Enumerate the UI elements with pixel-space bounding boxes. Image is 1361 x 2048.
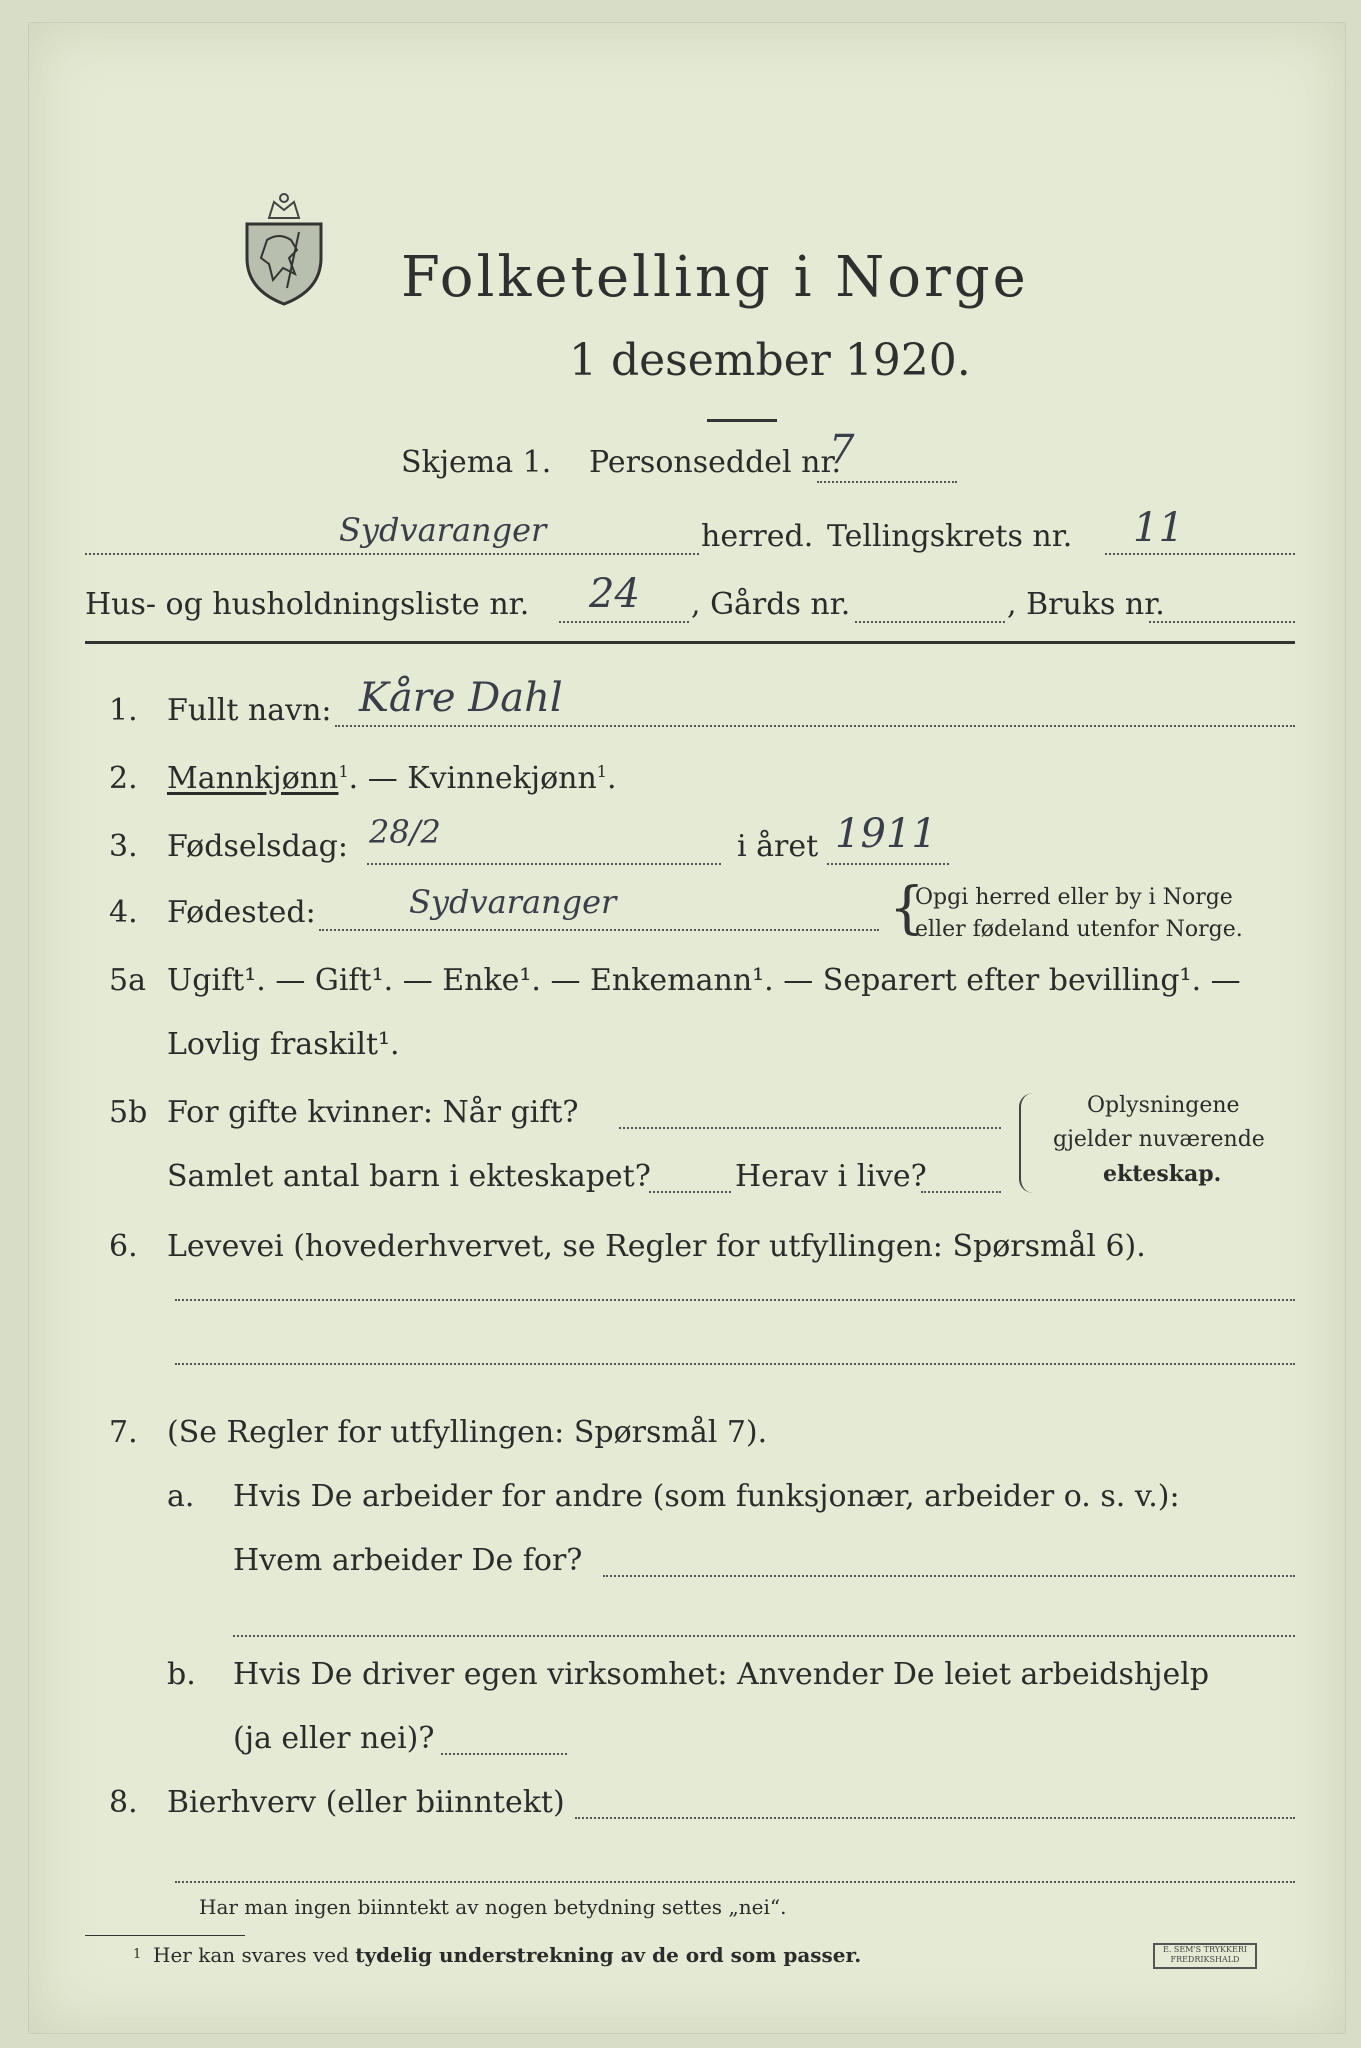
herred-label: herred.: [701, 519, 814, 554]
q6-line-2[interactable]: [175, 1363, 1295, 1365]
form-date: 1 desember 1920.: [569, 335, 971, 386]
q5b-married-line: [619, 1127, 1001, 1129]
q5b-alive-label: Herav i live?: [735, 1159, 927, 1194]
q8-note: Har man ingen biinntekt av nogen betydning settes „nei“.: [199, 1895, 787, 1919]
q2-number: 2.: [109, 761, 138, 796]
q4-value[interactable]: Sydvaranger: [409, 883, 617, 921]
header-rule: [85, 641, 1295, 644]
q1-line: [335, 725, 1295, 727]
personseddel-value[interactable]: 7: [829, 427, 855, 473]
q3-day-line: [367, 863, 721, 865]
q8-number: 8.: [109, 1785, 138, 1820]
tellingskrets-label: Tellingskrets nr.: [827, 519, 1073, 554]
form-title: Folketelling i Norge: [401, 245, 1029, 310]
q2-male-footnote-ref: 1: [338, 762, 349, 781]
q7-number: 7.: [109, 1415, 138, 1450]
census-form: [28, 22, 1346, 2034]
q7a-line-2[interactable]: [233, 1635, 1295, 1637]
q4-number: 4.: [109, 895, 138, 930]
q2-options: [167, 761, 617, 796]
footnote-text: [153, 1943, 861, 1967]
tellingskrets-line: [1105, 553, 1295, 555]
q5a-options[interactable]: Ugift¹. — Gift¹. — Enke¹. — Enkemann¹. — Separert efter bevilling¹. —: [167, 963, 1241, 998]
q8-line-1[interactable]: [575, 1817, 1295, 1819]
q1-number: 1.: [109, 693, 138, 728]
printer-stamp-line1: E. SEM'S TRYKKERI: [1162, 1945, 1248, 1954]
q8-line-2[interactable]: [175, 1881, 1295, 1883]
husliste-label: Hus- og husholdningsliste nr.: [85, 587, 530, 622]
q5b-note-line3: ekteskap.: [1103, 1161, 1222, 1187]
herred-value[interactable]: Sydvaranger: [339, 511, 547, 549]
q7-label: (Se Regler for utfyllingen: Spørsmål 7).: [167, 1415, 768, 1450]
q7a-employer-line[interactable]: [603, 1575, 1295, 1577]
q2-female-footnote-ref: 1: [596, 762, 607, 781]
q3-day-value[interactable]: 28/2: [369, 813, 441, 851]
husliste-line: [559, 621, 689, 623]
q8-label: Bierhverv (eller biinntekt): [167, 1785, 565, 1820]
q6-line-1[interactable]: [175, 1299, 1295, 1301]
q5b-alive-line: [921, 1191, 1001, 1193]
q5b-note-line2: gjelder nuværende: [1053, 1127, 1265, 1152]
q5b-note-line1: Oplysningene: [1087, 1093, 1240, 1118]
q7b-answer-label: (ja eller nei)?: [233, 1721, 435, 1756]
q1-label: Fullt navn:: [167, 693, 332, 728]
personseddel-label: Personseddel nr.: [589, 445, 842, 480]
q2-end: .: [606, 761, 617, 796]
q3-year-label: i året: [737, 829, 819, 864]
footnote-plain: Her kan svares ved: [153, 1943, 349, 1967]
q1-value[interactable]: Kåre Dahl: [359, 675, 563, 721]
q7a-label: Hvis De arbeider for andre (som funksjonær, arbeider o. s. v.):: [233, 1479, 1180, 1514]
bruks-label: , Bruks nr.: [1007, 587, 1165, 622]
q2-female-option[interactable]: Kvinnekjønn: [407, 761, 597, 796]
q7a-letter: a.: [167, 1479, 195, 1514]
printer-stamp-line2: FREDRIKSHALD: [1170, 1955, 1240, 1964]
q3-label: Fødselsdag:: [167, 829, 348, 864]
herred-line: [85, 553, 699, 555]
q4-note-line1: Opgi herred eller by i Norge: [915, 885, 1233, 910]
q5b-number: 5b: [109, 1095, 148, 1130]
q6-label: Levevei (hovederhvervet, se Regler for utfyllingen: Spørsmål 6).: [167, 1229, 1146, 1264]
q4-label: Fødested:: [167, 895, 316, 930]
gards-line: [855, 621, 1005, 623]
q7b-letter: b.: [167, 1657, 196, 1692]
tellingskrets-value[interactable]: 11: [1133, 505, 1184, 551]
q5a-number: 5a: [109, 963, 146, 998]
husliste-value[interactable]: 24: [589, 571, 640, 617]
q5b-children-line: [649, 1191, 731, 1193]
footnote-number: 1: [133, 1947, 142, 1962]
q7b-answer-line[interactable]: [441, 1753, 567, 1755]
q5b-children-label: Samlet antal barn i ekteskapet?: [167, 1159, 651, 1194]
q3-year-line: [827, 863, 949, 865]
title-divider: [707, 419, 777, 422]
coat-of-arms-icon: [239, 188, 329, 308]
q5a-options-cont[interactable]: Lovlig fraskilt¹.: [167, 1027, 400, 1062]
personseddel-line: [817, 481, 957, 483]
q4-line: [319, 929, 879, 931]
q2-male-option[interactable]: Mannkjønn: [167, 761, 339, 796]
bruks-line: [1149, 621, 1295, 623]
footnote-bold: tydelig understrekning av de ord som passer.: [355, 1943, 862, 1967]
q7b-label: Hvis De driver egen virksomhet: Anvender De leiet arbeidshjelp: [233, 1657, 1210, 1692]
q5b-bracket: [1019, 1093, 1033, 1193]
q7a-employer-label: Hvem arbeider De for?: [233, 1543, 583, 1578]
q3-number: 3.: [109, 829, 138, 864]
q2-separator: . —: [348, 761, 408, 796]
q5b-label: For gifte kvinner: Når gift?: [167, 1095, 579, 1130]
printer-stamp: [1153, 1943, 1257, 1969]
gards-label: , Gårds nr.: [691, 587, 851, 622]
q3-year-value[interactable]: 1911: [835, 811, 937, 857]
skjema-label: Skjema 1.: [401, 445, 552, 480]
footnote-rule: [85, 1935, 245, 1936]
q4-brace: {: [889, 876, 925, 941]
q6-number: 6.: [109, 1229, 138, 1264]
q4-note-line2: eller fødeland utenfor Norge.: [915, 917, 1243, 942]
